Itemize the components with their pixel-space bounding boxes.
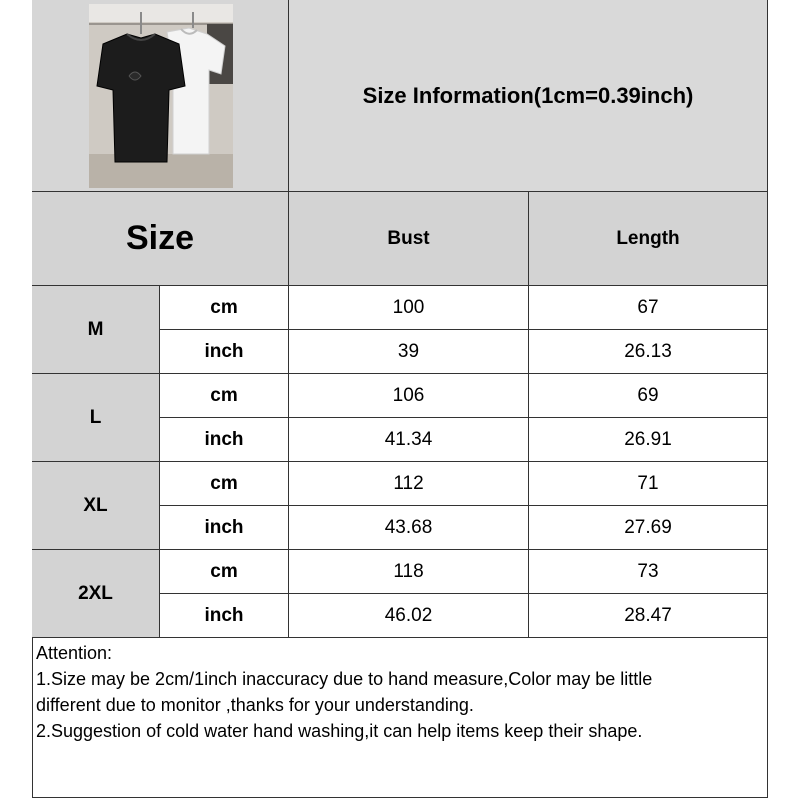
tshirt-photo-icon [89, 4, 233, 188]
unit-label: inch [160, 506, 289, 550]
bust-value: 43.68 [289, 506, 529, 550]
product-photo-cell [32, 0, 289, 192]
length-value: 28.47 [529, 594, 768, 638]
unit-label: inch [160, 418, 289, 462]
size-label-2xl: 2XL [32, 550, 160, 638]
length-value: 69 [529, 374, 768, 418]
length-value: 71 [529, 462, 768, 506]
unit-label: cm [160, 550, 289, 594]
bust-value: 100 [289, 286, 529, 330]
unit-label: cm [160, 374, 289, 418]
length-value: 73 [529, 550, 768, 594]
unit-label: inch [160, 330, 289, 374]
size-column-header: Size [32, 192, 289, 286]
length-value: 26.91 [529, 418, 768, 462]
bust-value: 112 [289, 462, 529, 506]
product-photo [89, 4, 233, 188]
bust-column-header: Bust [289, 192, 529, 286]
unit-label: inch [160, 594, 289, 638]
unit-label: cm [160, 462, 289, 506]
length-value: 67 [529, 286, 768, 330]
length-column-header: Length [529, 192, 768, 286]
size-chart-table [32, 0, 768, 638]
length-value: 27.69 [529, 506, 768, 550]
attention-notes [36, 640, 766, 744]
bust-value: 46.02 [289, 594, 529, 638]
length-value: 26.13 [529, 330, 768, 374]
bust-value: 106 [289, 374, 529, 418]
size-info-title: Size Information(1cm=0.39inch) [289, 0, 768, 192]
size-label-m: M [32, 286, 160, 374]
bust-value: 41.34 [289, 418, 529, 462]
bust-value: 118 [289, 550, 529, 594]
notes-line-1: 1.Size may be 2cm/1inch inaccuracy due to hand measure,Color may be little [36, 669, 653, 689]
unit-label: cm [160, 286, 289, 330]
notes-line-3: 2.Suggestion of cold water hand washing,it can help items keep their shape. [36, 721, 643, 741]
size-label-xl: XL [32, 462, 160, 550]
notes-heading: Attention: [36, 643, 113, 663]
size-label-l: L [32, 374, 160, 462]
notes-line-2: different due to monitor ,thanks for your understanding. [36, 695, 474, 715]
bust-value: 39 [289, 330, 529, 374]
